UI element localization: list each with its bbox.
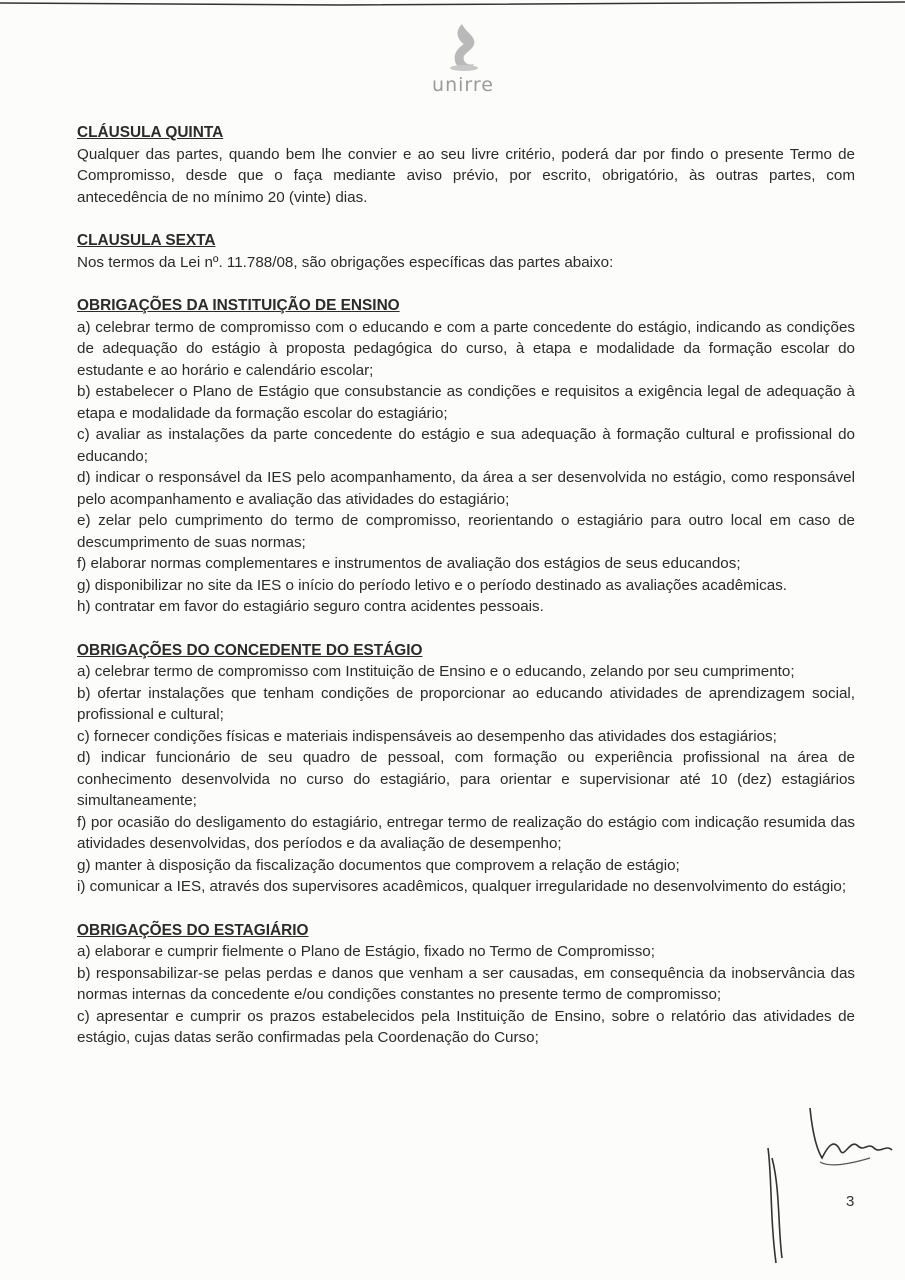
obrigacoes-concedente bbox=[77, 640, 855, 898]
clausula-sexta bbox=[77, 230, 855, 273]
clausula-quinta bbox=[77, 122, 855, 208]
section-heading: OBRIGAÇÕES DO CONCEDENTE DO ESTÁGIO bbox=[77, 641, 423, 659]
section-paragraph: Qualquer das partes, quando bem lhe convier e ao seu livre critério, poderá dar por findo o presente Termo de Compromisso, desde que o faça mediante aviso prévio, por escrito, obrigatório, às outras partes, com antecedência de no mínimo 20 (vinte) dias. bbox=[77, 145, 855, 206]
list-item: f) por ocasião do desligamento do estagiário, entregar termo de realização do estágio com indicação resumida das atividades desenvolvidas, dos períodos e da avaliação de desempenho; bbox=[77, 813, 855, 852]
list-item: a) celebrar termo de compromisso com o educando e com a parte concedente do estágio, indicando as condições de adequação do estágio à proposta pedagógica do curso, à etapa e modalidade da formação escolar do estudante e ao horário e calendário escolar; bbox=[77, 318, 855, 379]
section-heading: CLAUSULA SEXTA bbox=[77, 232, 216, 249]
section-paragraph: Nos termos da Lei nº. 11.788/08, são obrigações específicas das partes abaixo: bbox=[77, 253, 614, 271]
list-item: b) estabelecer o Plano de Estágio que consubstancie as condições e requisitos a exigência legal de adequação à etapa e modalidade da formação escolar do estagiário; bbox=[77, 383, 855, 422]
list-item: g) manter à disposição da fiscalização documentos que comprovem a relação de estágio; bbox=[77, 856, 680, 874]
flame-logo-icon bbox=[418, 18, 508, 74]
section-heading: OBRIGAÇÕES DA INSTITUIÇÃO DE ENSINO bbox=[77, 297, 400, 314]
document-body bbox=[77, 122, 855, 1071]
list-item: c) fornecer condições físicas e materiais indispensáveis ao desempenho das atividades dos estagiários; bbox=[77, 727, 777, 745]
list-item: e) zelar pelo cumprimento do termo de compromisso, reorientando o estagiário para outro local em caso de descumprimento de suas normas; bbox=[77, 512, 855, 551]
section-heading: OBRIGAÇÕES DO ESTAGIÁRIO bbox=[77, 921, 309, 939]
handwritten-signature bbox=[750, 1098, 900, 1268]
section-heading: CLÁUSULA QUINTA bbox=[77, 124, 224, 141]
list-item: c) avaliar as instalações da parte concedente do estágio e sua adequação à formação cultural e profissional do educando; bbox=[77, 426, 855, 465]
logo-text: unirre bbox=[432, 74, 494, 96]
list-item: d) indicar funcionário de seu quadro de pessoal, com formação ou experiência profissional na área de conhecimento desenvolvida no curso do estagiário, para orientar e supervisionar até 10 (dez) estagiários simultaneamente; bbox=[77, 749, 855, 809]
page-number: 3 bbox=[846, 1193, 855, 1210]
obrigacoes-estagiario bbox=[77, 920, 855, 1049]
list-item: a) celebrar termo de compromisso com Instituição de Ensino e o educando, zelando por seu cumprimento; bbox=[77, 663, 795, 680]
list-item: g) disponibilizar no site da IES o início do período letivo e o período destinado as avaliações acadêmicas. bbox=[77, 576, 788, 594]
list-item: i) comunicar a IES, através dos supervisores acadêmicos, qualquer irregularidade no desenvolvimento do estágio; bbox=[77, 878, 847, 895]
top-border-line bbox=[0, 0, 905, 6]
obrigacoes-instituicao bbox=[77, 295, 855, 618]
list-item: b) responsabilizar-se pelas perdas e danos que venham a ser causadas, em consequência da inobservância das normas internas da concedente e/ou condições constantes no presente termo de compromisso; bbox=[77, 964, 855, 1003]
university-logo bbox=[418, 18, 508, 100]
list-item: f) elaborar normas complementares e instrumentos de avaliação dos estágios de seus educandos; bbox=[77, 555, 741, 572]
list-item: h) contratar em favor do estagiário seguro contra acidentes pessoais. bbox=[77, 598, 544, 615]
list-item: c) apresentar e cumprir os prazos estabelecidos pela Instituição de Ensino, sobre o relatório das atividades de estágio, cujas datas serão confirmadas pela Coordenação do Curso; bbox=[77, 1007, 855, 1046]
list-item: d) indicar o responsável da IES pelo acompanhamento, da área a ser desenvolvida no estágio, como responsável pelo acompanhamento e avaliação das atividades do estagiário; bbox=[77, 469, 855, 508]
list-item: b) ofertar instalações que tenham condições de proporcionar ao educando atividades de aprendizagem social, profissional e cultural; bbox=[77, 684, 855, 723]
list-item: a) elaborar e cumprir fielmente o Plano de Estágio, fixado no Termo de Compromisso; bbox=[77, 943, 655, 960]
